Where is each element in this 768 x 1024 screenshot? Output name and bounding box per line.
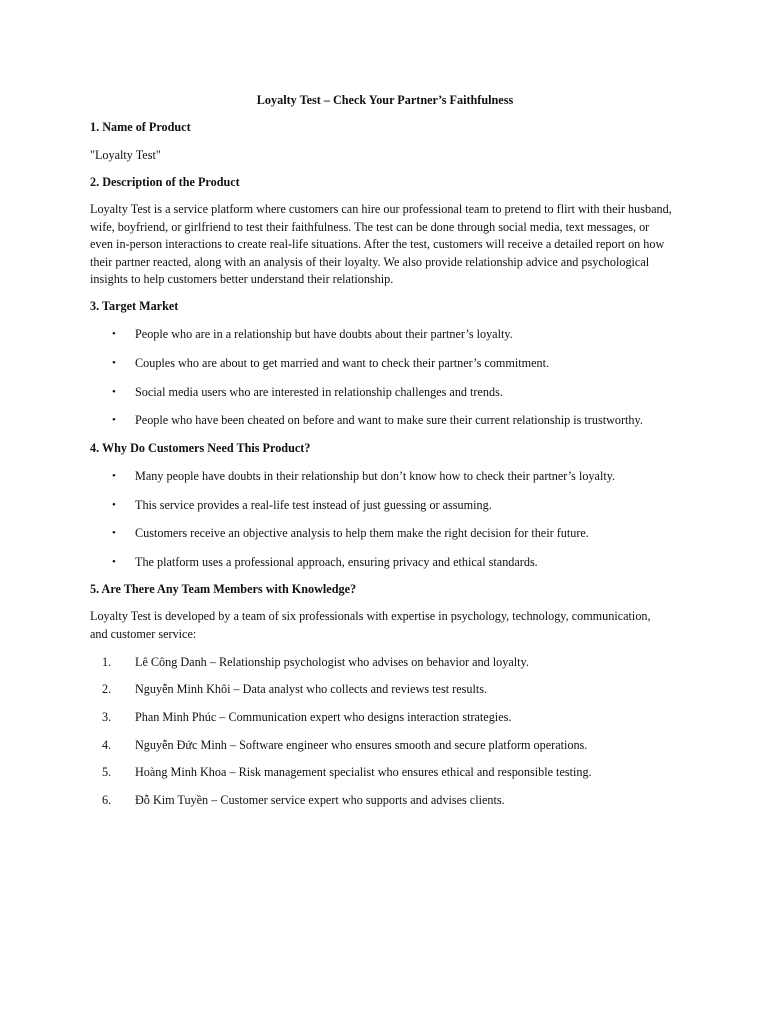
section-heading-name-of-product: 1. Name of Product (90, 120, 191, 134)
list-item-text: The platform uses a professional approach, ensuring privacy and ethical standards. (135, 555, 538, 569)
team-member-text: Nguyễn Đức Minh – Software engineer who ensures smooth and secure platform operations. (135, 738, 588, 752)
list-item-text: This service provides a real-life test instead of just guessing or assuming. (135, 498, 492, 512)
product-name-text: "Loyalty Test" (90, 148, 161, 162)
team-member-text: Phan Minh Phúc – Communication expert who designs interaction strategies. (135, 710, 512, 724)
team-intro-paragraph (90, 608, 680, 643)
bullet-icon: • (112, 556, 116, 568)
list-number: 5. (102, 765, 112, 779)
list-number: 6. (102, 793, 112, 807)
team-intro-line: and customer service: (90, 626, 197, 641)
team-member-text: Hoàng Minh Khoa – Risk management specialist who ensures ethical and responsible testing. (135, 765, 592, 779)
description-line: wife, boyfriend, or girlfriend to test their faithfulness. The test can be done through social media, text messages, or (90, 219, 650, 234)
description-paragraph (90, 201, 680, 289)
list-number: 1. (102, 655, 112, 669)
team-member-text: Lê Công Danh – Relationship psychologist who advises on behavior and loyalty. (135, 655, 529, 669)
bullet-icon: • (112, 328, 116, 340)
list-number: 2. (102, 682, 112, 696)
description-line: their partner reacted, along with an analysis of their loyalty. We also provide relationship advice and psychological (90, 254, 650, 269)
list-number: 3. (102, 710, 112, 724)
list-item-text: Couples who are about to get married and want to check their partner’s commitment. (135, 356, 550, 370)
description-line: even in-person interactions to create real-life situations. After the test, customers will receive a detailed report on how (90, 237, 665, 252)
section-heading-why-need: 4. Why Do Customers Need This Product? (90, 441, 311, 455)
bullet-icon: • (112, 414, 116, 426)
bullet-icon: • (112, 357, 116, 369)
team-member-text: Nguyễn Minh Khôi – Data analyst who collects and reviews test results. (135, 682, 488, 696)
list-item-text: People who have been cheated on before and want to make sure their current relationship is trustworthy. (135, 413, 643, 427)
description-line: insights to help customers better understand their relationship. (90, 272, 394, 287)
section-heading-description: 2. Description of the Product (90, 175, 240, 189)
list-item-text: Many people have doubts in their relationship but don’t know how to check their partner’s loyalty. (135, 469, 616, 483)
team-member-text: Đỗ Kim Tuyền – Customer service expert who supports and advises clients. (135, 793, 505, 807)
team-intro-line: Loyalty Test is developed by a team of six professionals with expertise in psychology, technology, communication, (90, 609, 651, 623)
list-item-text: People who are in a relationship but have doubts about their partner’s loyalty. (135, 327, 513, 341)
document-title: Loyalty Test – Check Your Partner’s Faithfulness (256, 93, 514, 107)
description-line: Loyalty Test is a service platform where customers can hire our professional team to pretend to flirt with their husband, (90, 202, 672, 216)
section-heading-target-market: 3. Target Market (90, 299, 179, 313)
list-number: 4. (102, 738, 112, 752)
list-item-text: Customers receive an objective analysis to help them make the right decision for their future. (135, 526, 589, 540)
section-heading-team: 5. Are There Any Team Members with Knowledge? (90, 582, 357, 596)
bullet-icon: • (112, 499, 116, 511)
bullet-icon: • (112, 527, 116, 539)
bullet-icon: • (112, 470, 116, 482)
bullet-icon: • (112, 386, 116, 398)
list-item-text: Social media users who are interested in relationship challenges and trends. (135, 385, 503, 399)
